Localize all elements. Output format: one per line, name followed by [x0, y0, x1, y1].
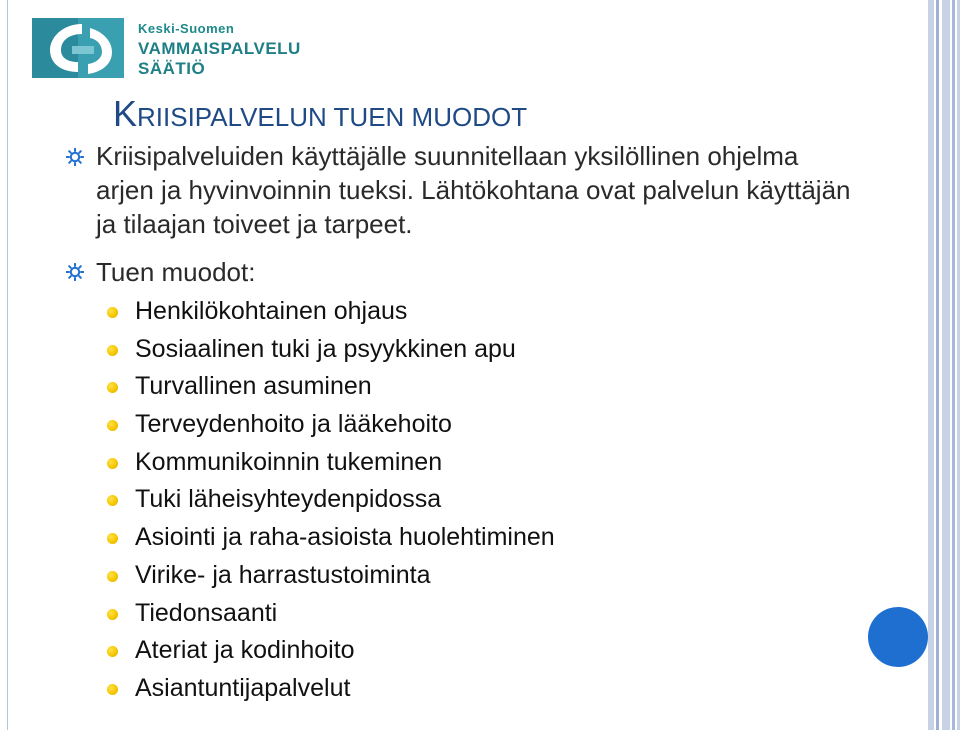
list-item: [104, 406, 555, 444]
list-item: [104, 481, 555, 519]
foundation-logo: [32, 18, 332, 80]
bullet-dot-icon: [107, 345, 118, 356]
list-item: [104, 632, 555, 670]
list-item: [104, 595, 555, 633]
left-divider-line: [7, 0, 8, 730]
bullet-dot-icon: [107, 458, 118, 469]
bullet-dot-icon: [107, 684, 118, 695]
bullet-dot-icon: [107, 307, 118, 318]
bullet-dot-icon: [107, 609, 118, 620]
bullet-dot-icon: [107, 571, 118, 582]
logo-mark-icon: [32, 18, 124, 78]
list-item-text: Asiantuntijapalvelut: [135, 673, 351, 702]
slide-title: [113, 92, 527, 139]
list-item: [104, 368, 555, 406]
list-item: [104, 444, 555, 482]
bullet-intro-text: Kriisipalveluiden käyttäjälle suunnitellaan yksilöllinen ohjelma arjen ja hyvinvoinnin tueksi. Lähtökohtana ovat palvelun käyttäjän ja tilaajan toiveet ja tarpeet.: [96, 141, 851, 239]
bullet-dot-icon: [107, 420, 118, 431]
support-forms-list: [104, 293, 555, 708]
slide-title-rest: RIISIPALVELUN TUEN MUODOT: [137, 102, 528, 132]
list-item-text: Henkilökohtainen ohjaus: [135, 297, 408, 325]
logo-text-line3: SÄÄTIÖ: [138, 59, 206, 78]
slide-title-initial: K: [113, 93, 138, 134]
sun-icon: [66, 263, 84, 281]
bullet-support-forms-heading: Tuen muodot:: [96, 257, 256, 287]
list-item-text: Turvallinen asuminen: [135, 372, 372, 401]
logo-text-line1: Keski-Suomen: [138, 21, 235, 36]
right-decorative-stripes: [928, 0, 960, 730]
sun-icon: [66, 148, 84, 166]
bullet-dot-icon: [107, 646, 118, 657]
list-item: [104, 557, 555, 595]
list-item: [104, 331, 555, 369]
bullet-dot-icon: [107, 533, 118, 544]
decorative-blue-circle: [868, 607, 928, 667]
logo-text: [138, 22, 301, 79]
logo-text-line2: VAMMAISPALVELU: [138, 39, 301, 58]
list-item-text: Tiedonsaanti: [135, 598, 278, 627]
list-item: [104, 519, 555, 557]
bullet-dot-icon: [107, 382, 118, 393]
list-item-text: Kommunikoinnin tukeminen: [135, 447, 443, 476]
list-item-text: Terveydenhoito ja lääkehoito: [135, 410, 452, 439]
list-item: [104, 293, 555, 331]
bullet-dot-icon: [107, 495, 118, 506]
list-item-text: Virike- ja harrastustoiminta: [135, 560, 431, 589]
list-item-text: Ateriat ja kodinhoito: [135, 636, 355, 665]
list-item-text: Tuki läheisyhteydenpidossa: [135, 485, 442, 514]
list-item-text: Sosiaalinen tuki ja psyykkinen apu: [135, 334, 516, 363]
list-item-text: Asiointi ja raha-asioista huolehtiminen: [135, 523, 555, 552]
list-item: [104, 670, 555, 708]
